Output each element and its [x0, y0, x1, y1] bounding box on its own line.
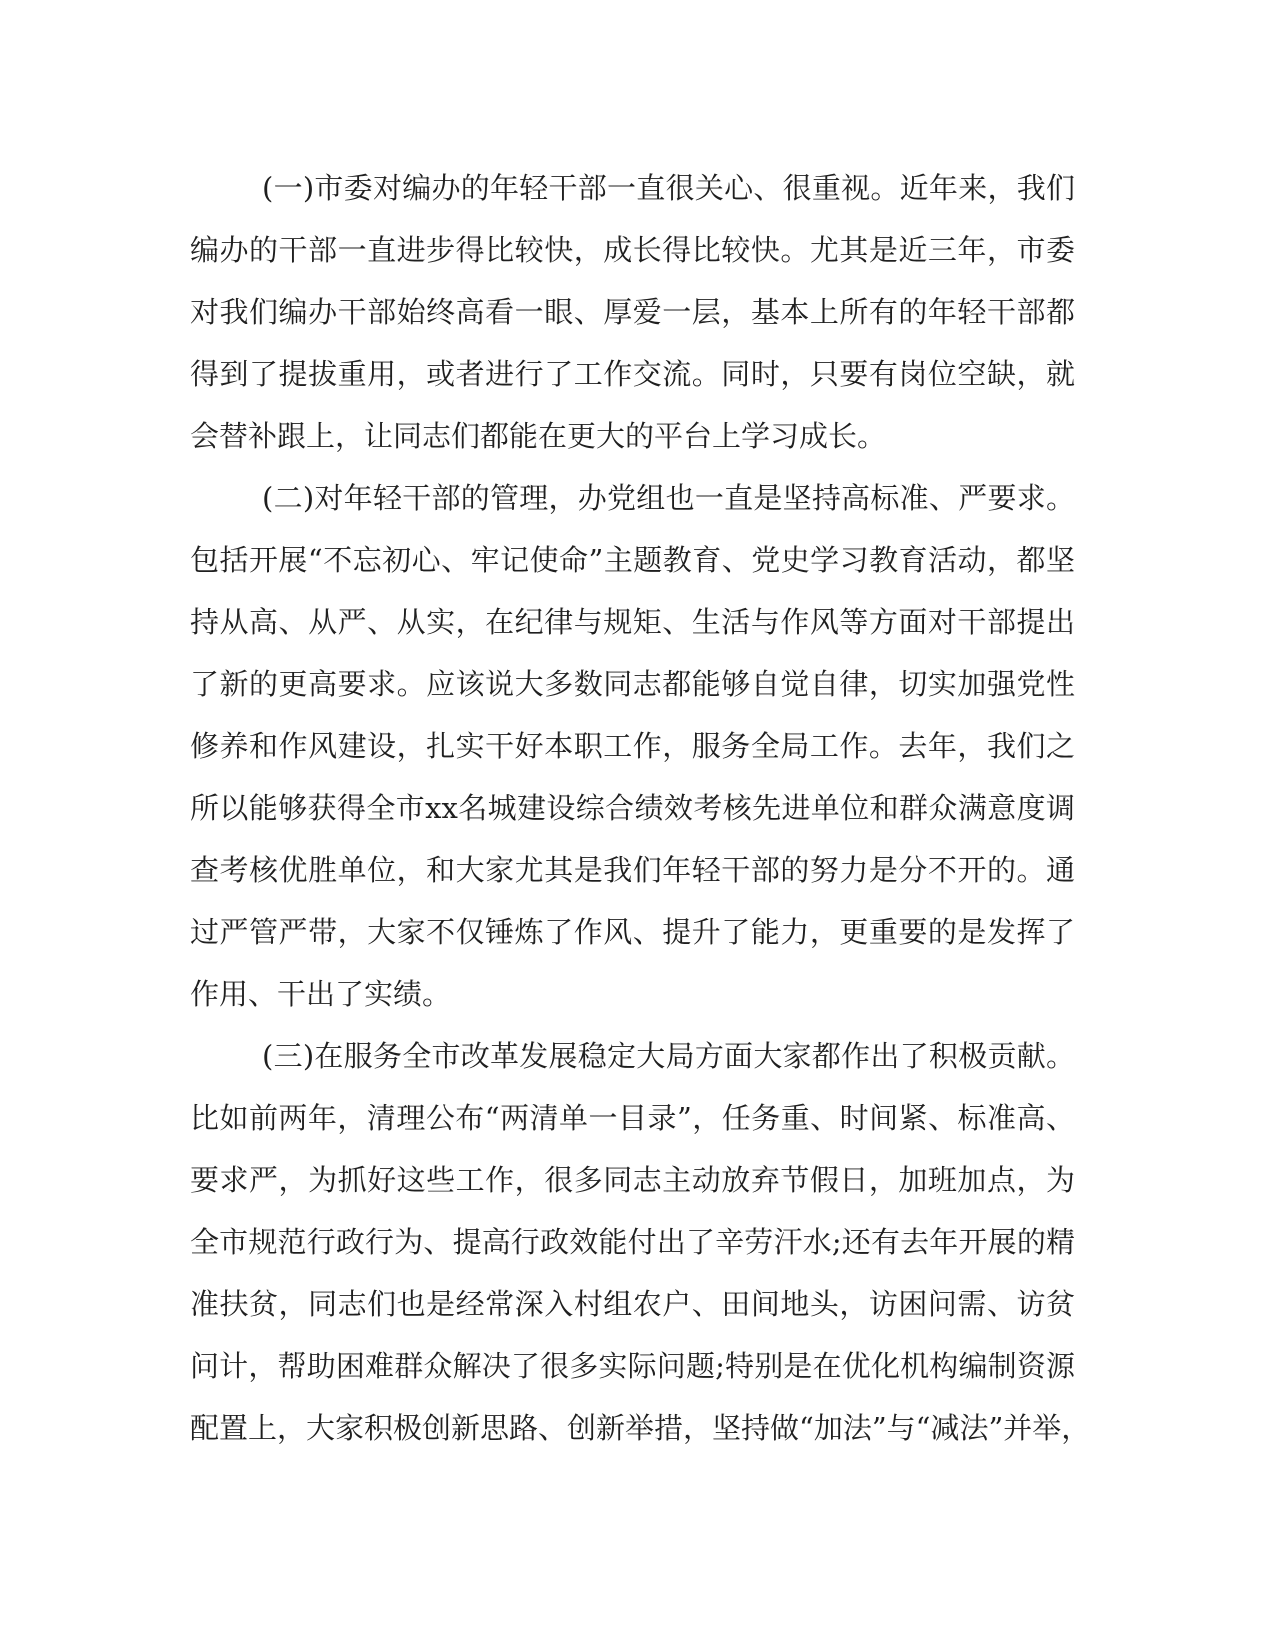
paragraph-1	[190, 157, 1075, 467]
paragraph-line: 问计，帮助困难群众解决了很多实际问题;特别是在优化机构编制资源	[190, 1349, 1075, 1383]
paragraph-line: 全市规范行政行为、提高行政效能付出了辛劳汗水;还有去年开展的精	[190, 1225, 1075, 1259]
paragraph-line: 作用、干出了实绩。	[190, 977, 452, 1011]
paragraph-line: 修养和作风建设，扎实干好本职工作，服务全局工作。去年，我们之	[190, 729, 1075, 763]
paragraph-line: 准扶贫，同志们也是经常深入村组农户、田间地头，访困问需、访贫	[190, 1287, 1075, 1321]
paragraph-line: 对我们编办干部始终高看一眼、厚爱一层，基本上所有的年轻干部都	[190, 295, 1075, 329]
paragraph-3	[190, 1025, 1091, 1459]
paragraph-line: 比如前两年，清理公布“两清单一目录”，任务重、时间紧、标准高、	[190, 1101, 1075, 1135]
document-body	[190, 157, 1091, 1459]
paragraph-line: (二)对年轻干部的管理，办党组也一直是坚持高标准、严要求。	[262, 481, 1075, 515]
paragraph-line: 持从高、从严、从实，在纪律与规矩、生活与作风等方面对干部提出	[190, 605, 1075, 639]
paragraph-line: 查考核优胜单位，和大家尤其是我们年轻干部的努力是分不开的。通	[190, 853, 1075, 887]
paragraph-line: 所以能够获得全市xx名城建设综合绩效考核先进单位和群众满意度调	[190, 791, 1075, 825]
paragraph-line: 配置上，大家积极创新思路、创新举措，坚持做“加法”与“减法”并举，	[190, 1411, 1091, 1445]
paragraph-line: (三)在服务全市改革发展稳定大局方面大家都作出了积极贡献。	[262, 1039, 1075, 1073]
paragraph-line: 包括开展“不忘初心、牢记使命”主题教育、党史学习教育活动，都坚	[190, 543, 1075, 577]
paragraph-line: 过严管严带，大家不仅锤炼了作风、提升了能力，更重要的是发挥了	[190, 915, 1075, 949]
paragraph-line: 会替补跟上，让同志们都能在更大的平台上学习成长。	[190, 419, 887, 453]
paragraph-2	[190, 467, 1075, 1025]
paragraph-line: 要求严，为抓好这些工作，很多同志主动放弃节假日，加班加点，为	[190, 1163, 1075, 1197]
paragraph-line: 了新的更高要求。应该说大多数同志都能够自觉自律，切实加强党性	[190, 667, 1075, 701]
paragraph-line: 得到了提拔重用，或者进行了工作交流。同时，只要有岗位空缺，就	[190, 357, 1075, 391]
paragraph-line: (一)市委对编办的年轻干部一直很关心、很重视。近年来，我们	[262, 171, 1075, 205]
paragraph-line: 编办的干部一直进步得比较快，成长得比较快。尤其是近三年，市委	[190, 233, 1075, 267]
